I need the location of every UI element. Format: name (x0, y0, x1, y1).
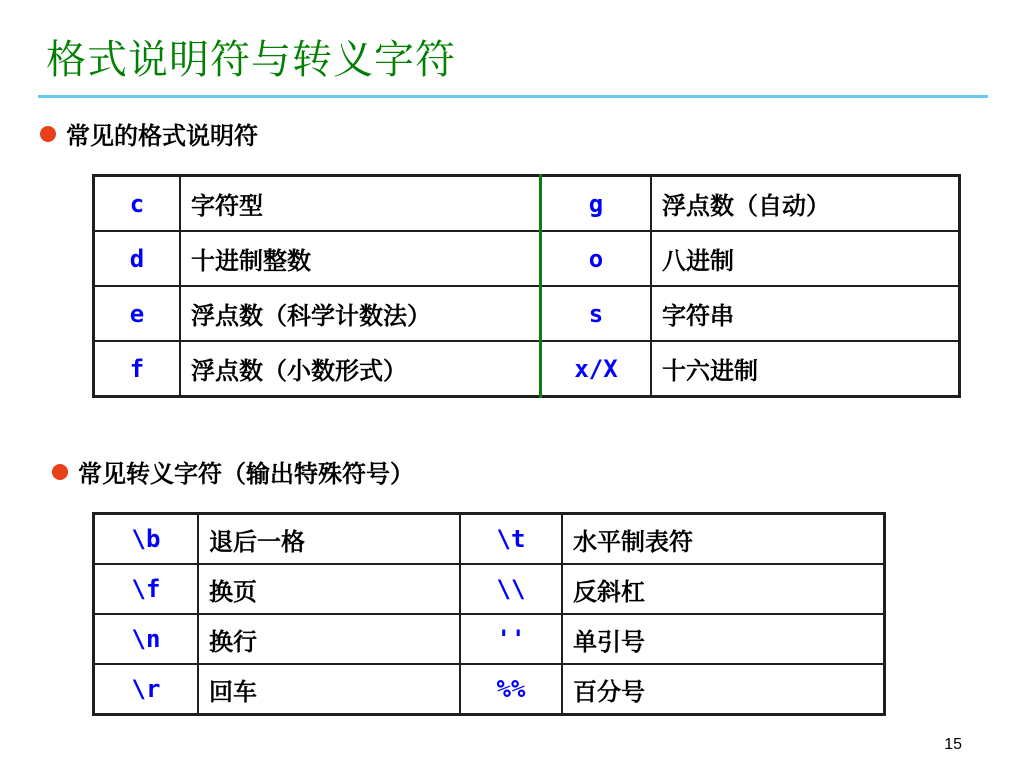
format-code: d (94, 231, 181, 286)
escape-code: \\ (460, 564, 562, 614)
format-code: g (541, 176, 652, 232)
format-description: 字符型 (180, 176, 541, 232)
escape-code: \t (460, 514, 562, 565)
escape-code: '' (460, 614, 562, 664)
table-row (94, 286, 960, 341)
escape-description: 单引号 (562, 614, 885, 664)
format-description: 十进制整数 (180, 231, 541, 286)
page-number: 15 (944, 736, 962, 753)
table-row (94, 664, 885, 715)
section-label: 常见的格式说明符 (66, 122, 258, 150)
format-code: x/X (541, 341, 652, 397)
escape-description: 换行 (198, 614, 460, 664)
escape-description: 百分号 (562, 664, 885, 715)
format-description: 八进制 (651, 231, 960, 286)
table-row (94, 564, 885, 614)
escape-description: 水平制表符 (562, 514, 885, 565)
escape-code: \r (94, 664, 199, 715)
escape-character-table (92, 512, 886, 716)
table-row (94, 176, 960, 232)
escape-code: %% (460, 664, 562, 715)
table-row (94, 231, 960, 286)
format-description: 十六进制 (651, 341, 960, 397)
bullet-icon (40, 126, 56, 142)
title-divider (38, 95, 988, 98)
escape-description: 回车 (198, 664, 460, 715)
section-label: 常见转义字符（输出特殊符号） (78, 460, 414, 488)
table-row (94, 614, 885, 664)
format-code: e (94, 286, 181, 341)
bullet-icon (52, 464, 68, 480)
escape-description: 退后一格 (198, 514, 460, 565)
table-row (94, 514, 885, 565)
escape-description: 反斜杠 (562, 564, 885, 614)
section-format-specifiers (40, 116, 258, 151)
format-code: s (541, 286, 652, 341)
format-specifier-table (92, 174, 961, 398)
escape-code: \n (94, 614, 199, 664)
format-code: f (94, 341, 181, 397)
format-description: 浮点数（小数形式） (180, 341, 541, 397)
format-code: o (541, 231, 652, 286)
section-escape-characters (52, 454, 414, 489)
format-description: 浮点数（科学计数法） (180, 286, 541, 341)
escape-code: \b (94, 514, 199, 565)
table-row (94, 341, 960, 397)
format-description: 字符串 (651, 286, 960, 341)
format-code: c (94, 176, 181, 232)
escape-description: 换页 (198, 564, 460, 614)
format-description: 浮点数（自动） (651, 176, 960, 232)
slide-title: 格式说明符与转义字符 (46, 37, 456, 83)
escape-code: \f (94, 564, 199, 614)
